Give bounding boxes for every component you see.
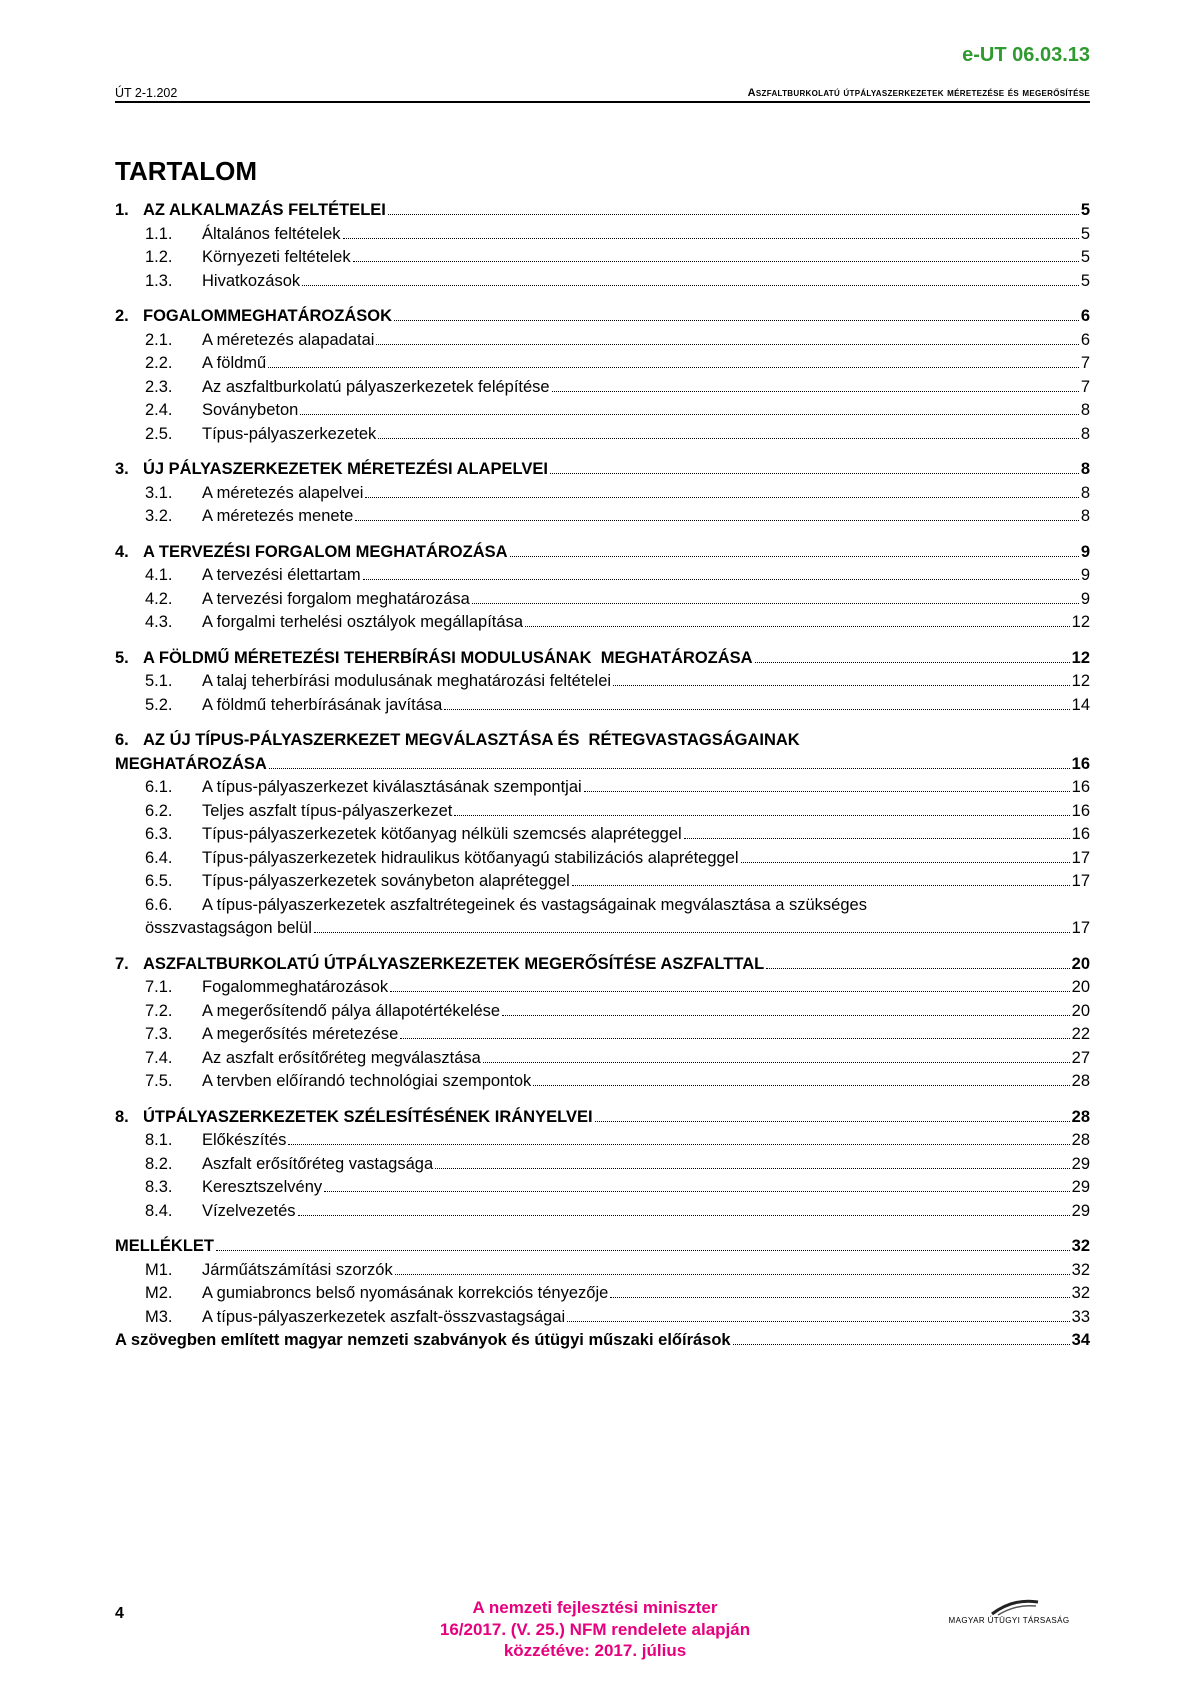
entry-title: Keresztszelvény <box>202 1178 323 1196</box>
section-title: AZ ALKALMAZÁS FELTÉTELEI <box>143 201 386 219</box>
dot-leader <box>395 1273 1070 1275</box>
toc-section-5[interactable] <box>115 647 1090 671</box>
toc-entry-5-1[interactable] <box>115 670 1090 694</box>
table-of-contents <box>115 199 1090 1353</box>
toc-entry-1-2[interactable] <box>115 246 1090 270</box>
entry-title: Általános feltételek <box>202 224 341 243</box>
entry-title: Soványbeton <box>202 401 299 419</box>
dot-leader <box>355 519 1078 521</box>
dot-leader <box>552 390 1079 392</box>
page-number: 7 <box>1080 377 1090 396</box>
page-number: 17 <box>1071 919 1090 937</box>
toc-entry-7-2[interactable] <box>115 1000 1090 1024</box>
entry-number: 7.1. <box>145 978 173 996</box>
entry-number: 6.4. <box>145 848 173 867</box>
entry-number: 2.4. <box>145 401 173 419</box>
dot-leader <box>394 319 1079 321</box>
page-number: 8 <box>1080 424 1090 443</box>
page-number: 7 <box>1080 354 1090 372</box>
page-number: 14 <box>1071 695 1090 714</box>
toc-title: TARTALOM <box>115 156 257 186</box>
entry-number: M2. <box>145 1284 173 1302</box>
toc-entry-7-5[interactable] <box>115 1070 1090 1094</box>
page-number: 28 <box>1071 1072 1090 1090</box>
page-number: 32 <box>1071 1284 1090 1302</box>
page-number: 12 <box>1071 672 1090 690</box>
entry-title: A tervben előírandó technológiai szempontok <box>202 1072 532 1090</box>
toc-entry-6-6-line1[interactable] <box>115 894 1090 918</box>
toc-entry-6-5[interactable] <box>115 870 1090 894</box>
dot-leader <box>268 366 1079 368</box>
page-number: 12 <box>1071 648 1090 667</box>
toc-entry-8-4[interactable] <box>115 1200 1090 1224</box>
page-number: 17 <box>1071 848 1090 867</box>
entry-number: 5.2. <box>145 695 173 714</box>
section-number: 3. <box>115 460 129 478</box>
dot-leader <box>454 814 1069 816</box>
page-number: 16 <box>1071 754 1090 773</box>
section-number: 6. <box>115 731 129 749</box>
entry-title: A típus-pályaszerkezetek aszfaltrétegeinek és vastagságainak megválasztása a szükséges <box>202 895 867 914</box>
entry-title: A tervezési forgalom meghatározása <box>202 589 470 608</box>
entry-title: A földmű <box>202 354 267 372</box>
toc-annex-m1[interactable] <box>115 1259 1090 1283</box>
dot-leader <box>472 602 1079 604</box>
section-title: A TERVEZÉSI FORGALOM MEGHATÁROZÁSA <box>143 542 508 561</box>
page-number: 5 <box>1080 201 1090 219</box>
annex-title: MELLÉKLET <box>115 1237 214 1255</box>
page-number: 16 <box>1071 778 1090 796</box>
page-number: 16 <box>1071 825 1090 843</box>
entry-number: 7.5. <box>145 1072 173 1090</box>
toc-section-1[interactable] <box>115 199 1090 223</box>
section-title: FOGALOMMEGHATÁROZÁSOK <box>143 307 393 325</box>
entry-title: A gumiabroncs belső nyomásának korrekciós tényezője <box>202 1284 609 1302</box>
entry-number: 6.6. <box>145 895 173 914</box>
dot-leader <box>363 578 1079 580</box>
dot-leader <box>684 837 1070 839</box>
dot-leader <box>584 790 1070 792</box>
entry-title: A méretezés menete <box>202 507 354 525</box>
entry-title: A típus-pályaszerkezetek aszfalt-összvastagságai <box>202 1307 566 1326</box>
section-number: 2. <box>115 307 129 325</box>
entry-number: 4.2. <box>145 589 173 608</box>
section-number: 7. <box>115 954 129 973</box>
dot-leader <box>510 555 1079 557</box>
dot-leader <box>502 1014 1070 1016</box>
entry-number: 6.2. <box>145 801 173 820</box>
toc-entry-1-1[interactable] <box>115 223 1090 247</box>
dot-leader <box>353 260 1079 262</box>
entry-title: A földmű teherbírásának javítása <box>202 695 443 714</box>
dot-leader <box>365 496 1078 498</box>
toc-entry-4-1[interactable] <box>115 564 1090 588</box>
page-number: 29 <box>1071 1201 1090 1220</box>
entry-title: Előkészítés <box>202 1131 287 1149</box>
dot-leader <box>343 237 1079 239</box>
entry-number: 1.3. <box>145 271 173 290</box>
dot-leader <box>525 625 1070 627</box>
dot-leader <box>435 1167 1070 1169</box>
road-arc-icon <box>928 1594 1090 1618</box>
entry-title: A talaj teherbírási modulusának meghatározási feltételei <box>202 672 612 690</box>
toc-section-2[interactable] <box>115 305 1090 329</box>
page-number: 5 <box>1080 271 1090 290</box>
entry-title: A méretezés alapadatai <box>202 330 375 349</box>
entry-number: 7.3. <box>145 1025 173 1043</box>
footer-line-2: 16/2017. (V. 25.) NFM rendelete alapján <box>439 1619 751 1639</box>
section-title: ÚTPÁLYASZERKEZETEK SZÉLESÍTÉSÉNEK IRÁNYELVEI <box>143 1107 593 1126</box>
entry-number: 6.5. <box>145 872 173 890</box>
page-number: 32 <box>1071 1237 1090 1255</box>
page-number: 9 <box>1080 589 1090 608</box>
entry-number: 2.5. <box>145 424 173 443</box>
entry-title: Az aszfalt erősítőréteg megválasztása <box>202 1048 481 1067</box>
toc-entry-6-1[interactable] <box>115 776 1090 800</box>
toc-entry-2-5[interactable] <box>115 423 1090 447</box>
dot-leader <box>298 1214 1070 1216</box>
toc-section-8[interactable] <box>115 1106 1090 1130</box>
page-number: 17 <box>1071 872 1090 890</box>
entry-title: A forgalmi terhelési osztályok megállapítása <box>202 613 523 631</box>
dot-leader <box>400 1037 1069 1039</box>
entry-title: Aszfalt erősítőréteg vastagsága <box>202 1154 434 1173</box>
entry-title: Típus-pályaszerkezetek <box>202 424 377 443</box>
footer-publication-note <box>300 1597 890 1662</box>
entry-title: A típus-pályaszerkezet kiválasztásának szempontjai <box>202 778 582 796</box>
toc-section-7[interactable] <box>115 953 1090 977</box>
entry-number: 7.2. <box>145 1001 173 1020</box>
entry-title: Teljes aszfalt típus-pályaszerkezet <box>202 801 453 820</box>
page-number: 22 <box>1071 1025 1090 1043</box>
entry-number: 8.3. <box>145 1178 173 1196</box>
dot-leader <box>550 472 1079 474</box>
entry-title: A méretezés alapelvei <box>202 483 364 502</box>
entry-title: Járműátszámítási szorzók <box>202 1260 393 1279</box>
toc-standards[interactable] <box>115 1329 1090 1353</box>
toc-entry-6-2[interactable] <box>115 800 1090 824</box>
dot-leader <box>444 708 1069 710</box>
header-rule <box>115 101 1090 103</box>
dot-leader <box>390 990 1069 992</box>
section-title-continued: MEGHATÁROZÁSA <box>115 754 267 773</box>
toc-entry-3-1[interactable] <box>115 482 1090 506</box>
toc-annex-m3[interactable] <box>115 1306 1090 1330</box>
page-number: 8 <box>1080 401 1090 419</box>
page-number: 20 <box>1071 1001 1090 1020</box>
dot-leader <box>300 413 1078 415</box>
page-number: 33 <box>1071 1307 1090 1326</box>
dot-leader <box>269 767 1070 769</box>
section-title: A FÖLDMŰ MÉRETEZÉSI TEHERBÍRÁSI MODULUSÁNAK MEGHATÁROZÁSA <box>143 648 753 667</box>
footer-line-3: közzétéve: 2017. július <box>503 1641 687 1660</box>
page-number: 28 <box>1071 1131 1090 1149</box>
dot-leader <box>567 1320 1069 1322</box>
entry-title-continued: összvastagságon belül <box>145 919 312 937</box>
entry-number: 6.3. <box>145 825 173 843</box>
page-number: 12 <box>1071 613 1090 631</box>
dot-leader <box>595 1120 1070 1122</box>
section-number: 8. <box>115 1107 129 1126</box>
page-number: 8 <box>1080 460 1090 478</box>
dot-leader <box>314 931 1070 933</box>
footer-page-number: 4 <box>115 1605 124 1622</box>
entry-title: Hivatkozások <box>202 271 301 290</box>
page-number: 27 <box>1071 1048 1090 1067</box>
footer-line-1: A nemzeti fejlesztési miniszter <box>472 1598 718 1617</box>
page-number: 6 <box>1080 307 1090 325</box>
toc-annex[interactable] <box>115 1235 1090 1259</box>
entry-number: 2.3. <box>145 377 173 396</box>
section-title: AZ ÚJ TÍPUS-PÁLYASZERKEZET MEGVÁLASZTÁSA ÉS RÉTEGVASTAGSÁGAINAK <box>143 731 800 749</box>
dot-leader <box>613 684 1070 686</box>
entry-title: Típus-pályaszerkezetek soványbeton alapréteggel <box>202 872 570 890</box>
entry-number: 3.2. <box>145 507 173 525</box>
dot-leader <box>733 1343 1070 1345</box>
entry-number: 2.2. <box>145 354 173 372</box>
entry-title: Környezeti feltételek <box>202 248 351 266</box>
entry-number: 2.1. <box>145 330 173 349</box>
document-code: e-UT 06.03.13 <box>962 44 1090 66</box>
page-number: 32 <box>1071 1260 1090 1279</box>
toc-section-4[interactable] <box>115 541 1090 565</box>
entry-title: A megerősítendő pálya állapotértékelése <box>202 1001 501 1020</box>
entry-number: M1. <box>145 1260 173 1279</box>
standard-number: ÚT 2-1.202 <box>115 86 178 100</box>
toc-entry-2-4[interactable] <box>115 399 1090 423</box>
dot-leader <box>755 661 1070 663</box>
toc-entry-8-3[interactable] <box>115 1176 1090 1200</box>
toc-entry-8-2[interactable] <box>115 1153 1090 1177</box>
section-title: ÚJ PÁLYASZERKEZETEK MÉRETEZÉSI ALAPELVEI <box>143 460 548 478</box>
entry-title: Típus-pályaszerkezetek kötőanyag nélküli szemcsés alapréteggel <box>202 825 682 843</box>
section-title: ASZFALTBURKOLATÚ ÚTPÁLYASZERKEZETEK MEGERŐSÍTÉSE ASZFALTTAL <box>143 954 765 973</box>
dot-leader <box>388 213 1079 215</box>
section-number: 1. <box>115 201 129 219</box>
entry-number: 5.1. <box>145 672 173 690</box>
entry-title: Vízelvezetés <box>202 1201 296 1220</box>
dot-leader <box>376 343 1078 345</box>
toc-entry-2-3[interactable] <box>115 376 1090 400</box>
section-number: 5. <box>115 648 129 667</box>
entry-number: 8.2. <box>145 1154 173 1173</box>
page-number: 6 <box>1080 330 1090 349</box>
toc-entry-6-4[interactable] <box>115 847 1090 871</box>
toc-entry-6-6-line2[interactable] <box>115 917 1090 941</box>
entry-title: A tervezési élettartam <box>202 566 361 584</box>
toc-entry-7-4[interactable] <box>115 1047 1090 1071</box>
section-number: 4. <box>115 542 129 561</box>
entry-number: 1.1. <box>145 224 173 243</box>
dot-leader <box>324 1190 1070 1192</box>
toc-section-6-line1[interactable] <box>115 729 1090 753</box>
page-number: 29 <box>1071 1178 1090 1196</box>
entry-title: A megerősítés méretezése <box>202 1025 399 1043</box>
page-number: 20 <box>1071 954 1090 973</box>
standards-title: A szövegben említett magyar nemzeti szabványok és útügyi műszaki előírások <box>115 1331 731 1349</box>
page-number: 9 <box>1080 566 1090 584</box>
toc-section-6-line2[interactable] <box>115 753 1090 777</box>
entry-title: Fogalommeghatározások <box>202 978 389 996</box>
dot-leader <box>741 861 1070 863</box>
entry-number: 3.1. <box>145 483 173 502</box>
toc-annex-m2[interactable] <box>115 1282 1090 1306</box>
page-number: 28 <box>1071 1107 1090 1126</box>
toc-entry-1-3[interactable] <box>115 270 1090 294</box>
society-logo <box>928 1594 1090 1634</box>
entry-number: 4.3. <box>145 613 173 631</box>
toc-entry-8-1[interactable] <box>115 1129 1090 1153</box>
entry-title: Típus-pályaszerkezetek hidraulikus kötőanyagú stabilizációs alapréteggel <box>202 848 739 867</box>
toc-section-3[interactable] <box>115 458 1090 482</box>
page-number: 9 <box>1080 542 1090 561</box>
dot-leader <box>378 437 1079 439</box>
entry-number: 7.4. <box>145 1048 173 1067</box>
dot-leader <box>766 967 1069 969</box>
entry-number: 8.1. <box>145 1131 173 1149</box>
toc-entry-6-3[interactable] <box>115 823 1090 847</box>
entry-number: 4.1. <box>145 566 173 584</box>
toc-entry-4-2[interactable] <box>115 588 1090 612</box>
entry-number: 1.2. <box>145 248 173 266</box>
entry-title: Az aszfaltburkolatú pályaszerkezetek felépítése <box>202 377 550 396</box>
toc-entry-7-3[interactable] <box>115 1023 1090 1047</box>
page-number: 16 <box>1071 801 1090 820</box>
page-number: 29 <box>1071 1154 1090 1173</box>
toc-entry-4-3[interactable] <box>115 611 1090 635</box>
dot-leader <box>533 1084 1069 1086</box>
toc-entry-2-1[interactable] <box>115 329 1090 353</box>
logo-text: MAGYAR ÚTÜGYI TÁRSASÁG <box>948 1616 1070 1625</box>
page-number: 5 <box>1080 248 1090 266</box>
page-number: 8 <box>1080 483 1090 502</box>
page-number: 8 <box>1080 507 1090 525</box>
dot-leader <box>483 1061 1070 1063</box>
page-number: 34 <box>1071 1331 1090 1349</box>
entry-number: M3. <box>145 1307 173 1326</box>
toc-entry-7-1[interactable] <box>115 976 1090 1000</box>
page-number: 5 <box>1080 224 1090 243</box>
entry-number: 6.1. <box>145 778 173 796</box>
toc-entry-5-2[interactable] <box>115 694 1090 718</box>
toc-entry-2-2[interactable] <box>115 352 1090 376</box>
dot-leader <box>288 1143 1069 1145</box>
dot-leader <box>572 884 1070 886</box>
toc-entry-3-2[interactable] <box>115 505 1090 529</box>
dot-leader <box>610 1296 1069 1298</box>
entry-number: 8.4. <box>145 1201 173 1220</box>
page-number: 20 <box>1071 978 1090 996</box>
dot-leader <box>216 1249 1070 1251</box>
dot-leader <box>302 284 1079 286</box>
running-title: Aszfaltburkolatú útpályaszerkezetek méretezése és megerősítése <box>747 87 1090 99</box>
